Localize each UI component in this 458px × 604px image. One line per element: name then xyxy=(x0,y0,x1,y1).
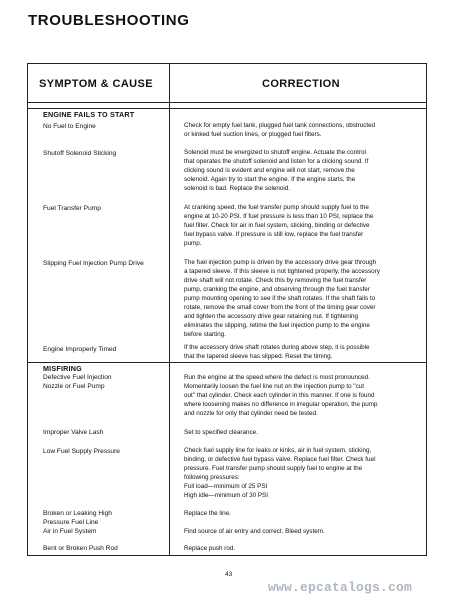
symptom-shutoff-solenoid: Shutoff Solenoid Sticking xyxy=(43,150,117,157)
correction-slipping-pump-drive: The fuel injection pump is driven by the accessory drive gear through a tapered sleeve. If this sleeve is not tightened properly, the accessory drive shaft will not rotate. Check this by removing the fuel transfer pump, cranking the engine, and observing through the fuel transfer pump mounting opening to see if the shaft rotates. If the shaft fails to rotate, remove the small cover from the front of the timing gear cover and tighten the accessory drive gear retaining nut. If tightening eliminates the slipping, retime the fuel injection pump to the engine before starting. xyxy=(184,259,380,338)
watermark: www.epcatalogs.com xyxy=(268,580,413,595)
correction-defective-injection: Run the engine at the speed where the defect is most pronounced. Momentarily loosen the fuel line nut on the injection pump to "cut out" that cylinder. Check each cylinder in this manner. If one is found where loosening makes no difference in irregular operation, the pump and nozzle for only that cylinder need be tested. xyxy=(184,374,378,417)
symptom-leaking-fuel-line: Broken or Leaking High Pressure Fuel Line xyxy=(43,510,112,526)
page-number: 43 xyxy=(225,571,233,578)
correction-engine-improperly-timed: If the accessory drive shaft rotates during above step, it is possible that the tapered sleeve has slipped. Reset the timing. xyxy=(184,344,370,360)
symptom-slipping-pump-drive: Slipping Fuel Injection Pump Drive xyxy=(43,260,144,267)
troubleshooting-table xyxy=(27,63,427,556)
table-body xyxy=(28,102,426,557)
symptom-no-fuel: No Fuel to Engine xyxy=(43,123,96,130)
correction-shutoff-solenoid: Solenoid must be energized to shutoff engine. Actuate the control that operates the shutoff solenoid and listen for a clicking sound. If clicking sound is evident and engine will not start, remove the solenoid. Again try to start the engine. If the engine starts, the solenoid is bad. Replace the solenoid. xyxy=(184,149,369,192)
correction-fuel-transfer-pump: At cranking speed, the fuel transfer pump should supply fuel to the engine at 10-20 PSI. If fuel pressure is less than 10 PSI, replace the fuel filter. Check for air in fuel system, sticking, binding or defective fuel bypass valve. If pressure is still low, replace the fuel transfer pump. xyxy=(184,204,374,247)
correction-improper-valve-lash: Set to specified clearance. xyxy=(184,429,258,436)
correction-no-fuel: Check for empty fuel tank, plugged fuel tank connections, obstructed or kinked fuel suction lines, or plugged fuel filters. xyxy=(184,122,376,138)
correction-bent-push-rod: Replace push rod. xyxy=(184,545,236,552)
section-title-misfiring: MISFIRING xyxy=(43,364,82,373)
symptom-air-in-fuel-system: Air in Fuel System xyxy=(43,528,97,535)
correction-header: CORRECTION xyxy=(262,78,340,90)
correction-leaking-fuel-line: Replace the line. xyxy=(184,510,231,517)
page-title: TROUBLESHOOTING xyxy=(28,12,190,29)
symptom-fuel-transfer-pump: Fuel Transfer Pump xyxy=(43,205,101,212)
correction-air-in-fuel-system: Find source of air entry and correct. Bleed system. xyxy=(184,528,325,535)
correction-low-fuel-pressure: Check fuel supply line for leaks or kinks, air in fuel system, sticking, binding, or defective fuel bypass valve. Replace fuel filter. Check fuel pressure. Fuel transfer pump should supply fuel to engine at the following pressures: Full load—minimum of 25 PSI High idle—minimum of 30 PSI xyxy=(184,447,376,499)
symptom-defective-injection: Defective Fuel Injection Nozzle or Fuel Pump xyxy=(43,374,112,390)
table-header xyxy=(28,64,426,103)
symptom-cause-header: SYMPTOM & CAUSE xyxy=(39,78,153,90)
symptom-improper-valve-lash: Improper Valve Lash xyxy=(43,429,104,436)
symptom-bent-push-rod: Bent or Broken Push Rod xyxy=(43,545,118,552)
section-rule xyxy=(28,108,426,109)
symptom-engine-improperly-timed: Engine Improperly Timed xyxy=(43,346,117,353)
symptom-low-fuel-pressure: Low Fuel Supply Pressure xyxy=(43,448,120,455)
section-rule xyxy=(28,362,426,363)
section-title-engine-fails-to-start: ENGINE FAILS TO START xyxy=(43,110,135,119)
